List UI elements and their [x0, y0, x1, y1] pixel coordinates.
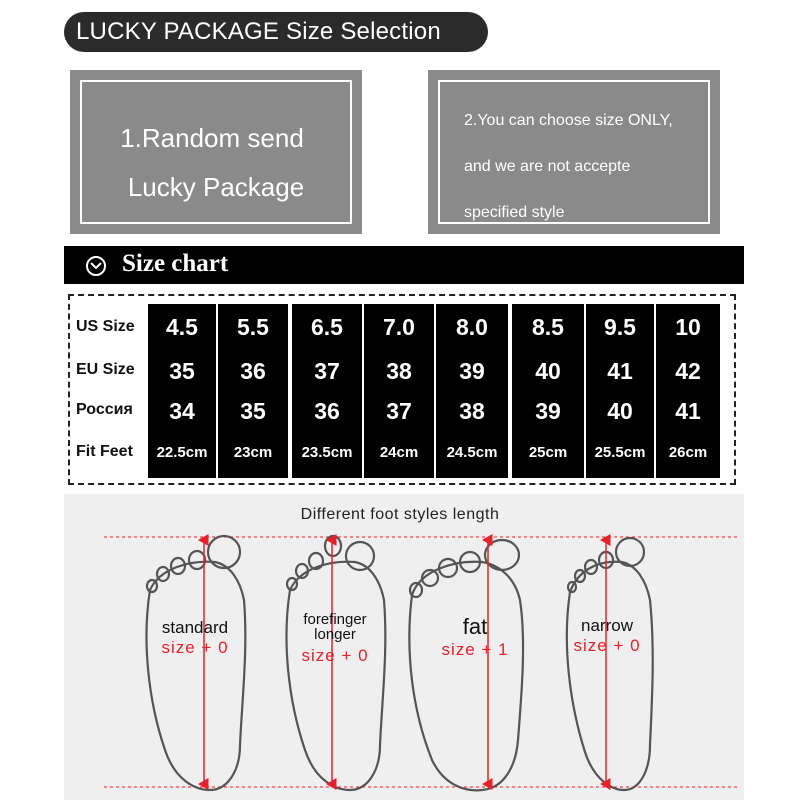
size-chart-title: Size chart [122, 250, 229, 277]
foot-name-line1: forefinger [303, 611, 367, 628]
fit-feet-value: 26cm [668, 444, 708, 461]
size-adjustment: size + 1 [441, 640, 509, 659]
foot-name: standard [161, 618, 229, 637]
row-label-eu: EU Size [76, 361, 135, 378]
foot-name: narrow [581, 616, 633, 635]
size-adjustment: size + 0 [301, 646, 369, 665]
note2-line1: 2.You can choose size ONLY, [464, 112, 673, 129]
row-label-ru: Россия [76, 401, 133, 418]
foot-fat-icon [409, 540, 523, 790]
ru-size-value: 36 [314, 398, 340, 424]
us-size-value: 5.5 [237, 314, 269, 340]
fit-feet-value: 25cm [528, 444, 568, 461]
ru-size-value: 39 [535, 398, 561, 424]
fit-feet-value: 24.5cm [446, 444, 498, 461]
ru-size-value: 34 [169, 398, 195, 424]
us-size-value: 4.5 [166, 314, 198, 340]
size-adjustment: size + 0 [573, 636, 641, 655]
size-adjustment: size + 0 [161, 638, 229, 657]
eu-size-value: 37 [314, 358, 340, 384]
eu-size-value: 41 [607, 358, 633, 384]
foot-narrow-icon [567, 538, 653, 790]
foot-standard-icon [146, 536, 245, 790]
eu-size-value: 40 [535, 358, 561, 384]
us-size-value: 10 [675, 314, 701, 340]
eu-size-value: 42 [675, 358, 701, 384]
us-size-value: 6.5 [311, 314, 343, 340]
foot-label-fat [420, 614, 530, 660]
ru-size-value: 37 [386, 398, 412, 424]
eu-size-value: 36 [240, 358, 266, 384]
row-label-us: US Size [76, 318, 135, 335]
ru-size-value: 38 [459, 398, 485, 424]
fit-feet-value: 23cm [233, 444, 273, 461]
foot-name-line2: longer [314, 626, 356, 643]
eu-size-value: 38 [386, 358, 412, 384]
foot-label-narrow [552, 616, 662, 656]
eu-size-value: 35 [169, 358, 195, 384]
note2-line2: and we are not accepte [464, 158, 631, 175]
row-label-fit: Fit Feet [76, 443, 133, 460]
fit-feet-value: 24cm [379, 444, 419, 461]
fit-feet-value: 22.5cm [156, 444, 208, 461]
note1-line1: 1.Random send [120, 123, 304, 153]
note2-line3: specified style [464, 204, 565, 221]
ru-size-value: 41 [675, 398, 701, 424]
foot-label-standard [140, 618, 250, 658]
foot-styles-title: Different foot styles length [300, 506, 500, 523]
foot-name: fat [462, 614, 488, 639]
us-size-value: 7.0 [383, 314, 415, 340]
fit-feet-value: 23.5cm [301, 444, 353, 461]
us-size-value: 8.0 [456, 314, 488, 340]
ru-size-value: 35 [240, 398, 266, 424]
foot-label-forefinger-longer [280, 612, 390, 666]
ru-size-value: 40 [607, 398, 633, 424]
fit-feet-value: 25.5cm [594, 444, 646, 461]
page-title: LUCKY PACKAGE Size Selection [76, 18, 441, 45]
us-size-value: 9.5 [604, 314, 636, 340]
us-size-value: 8.5 [532, 314, 564, 340]
eu-size-value: 39 [459, 358, 485, 384]
note1-line2: Lucky Package [127, 172, 305, 202]
